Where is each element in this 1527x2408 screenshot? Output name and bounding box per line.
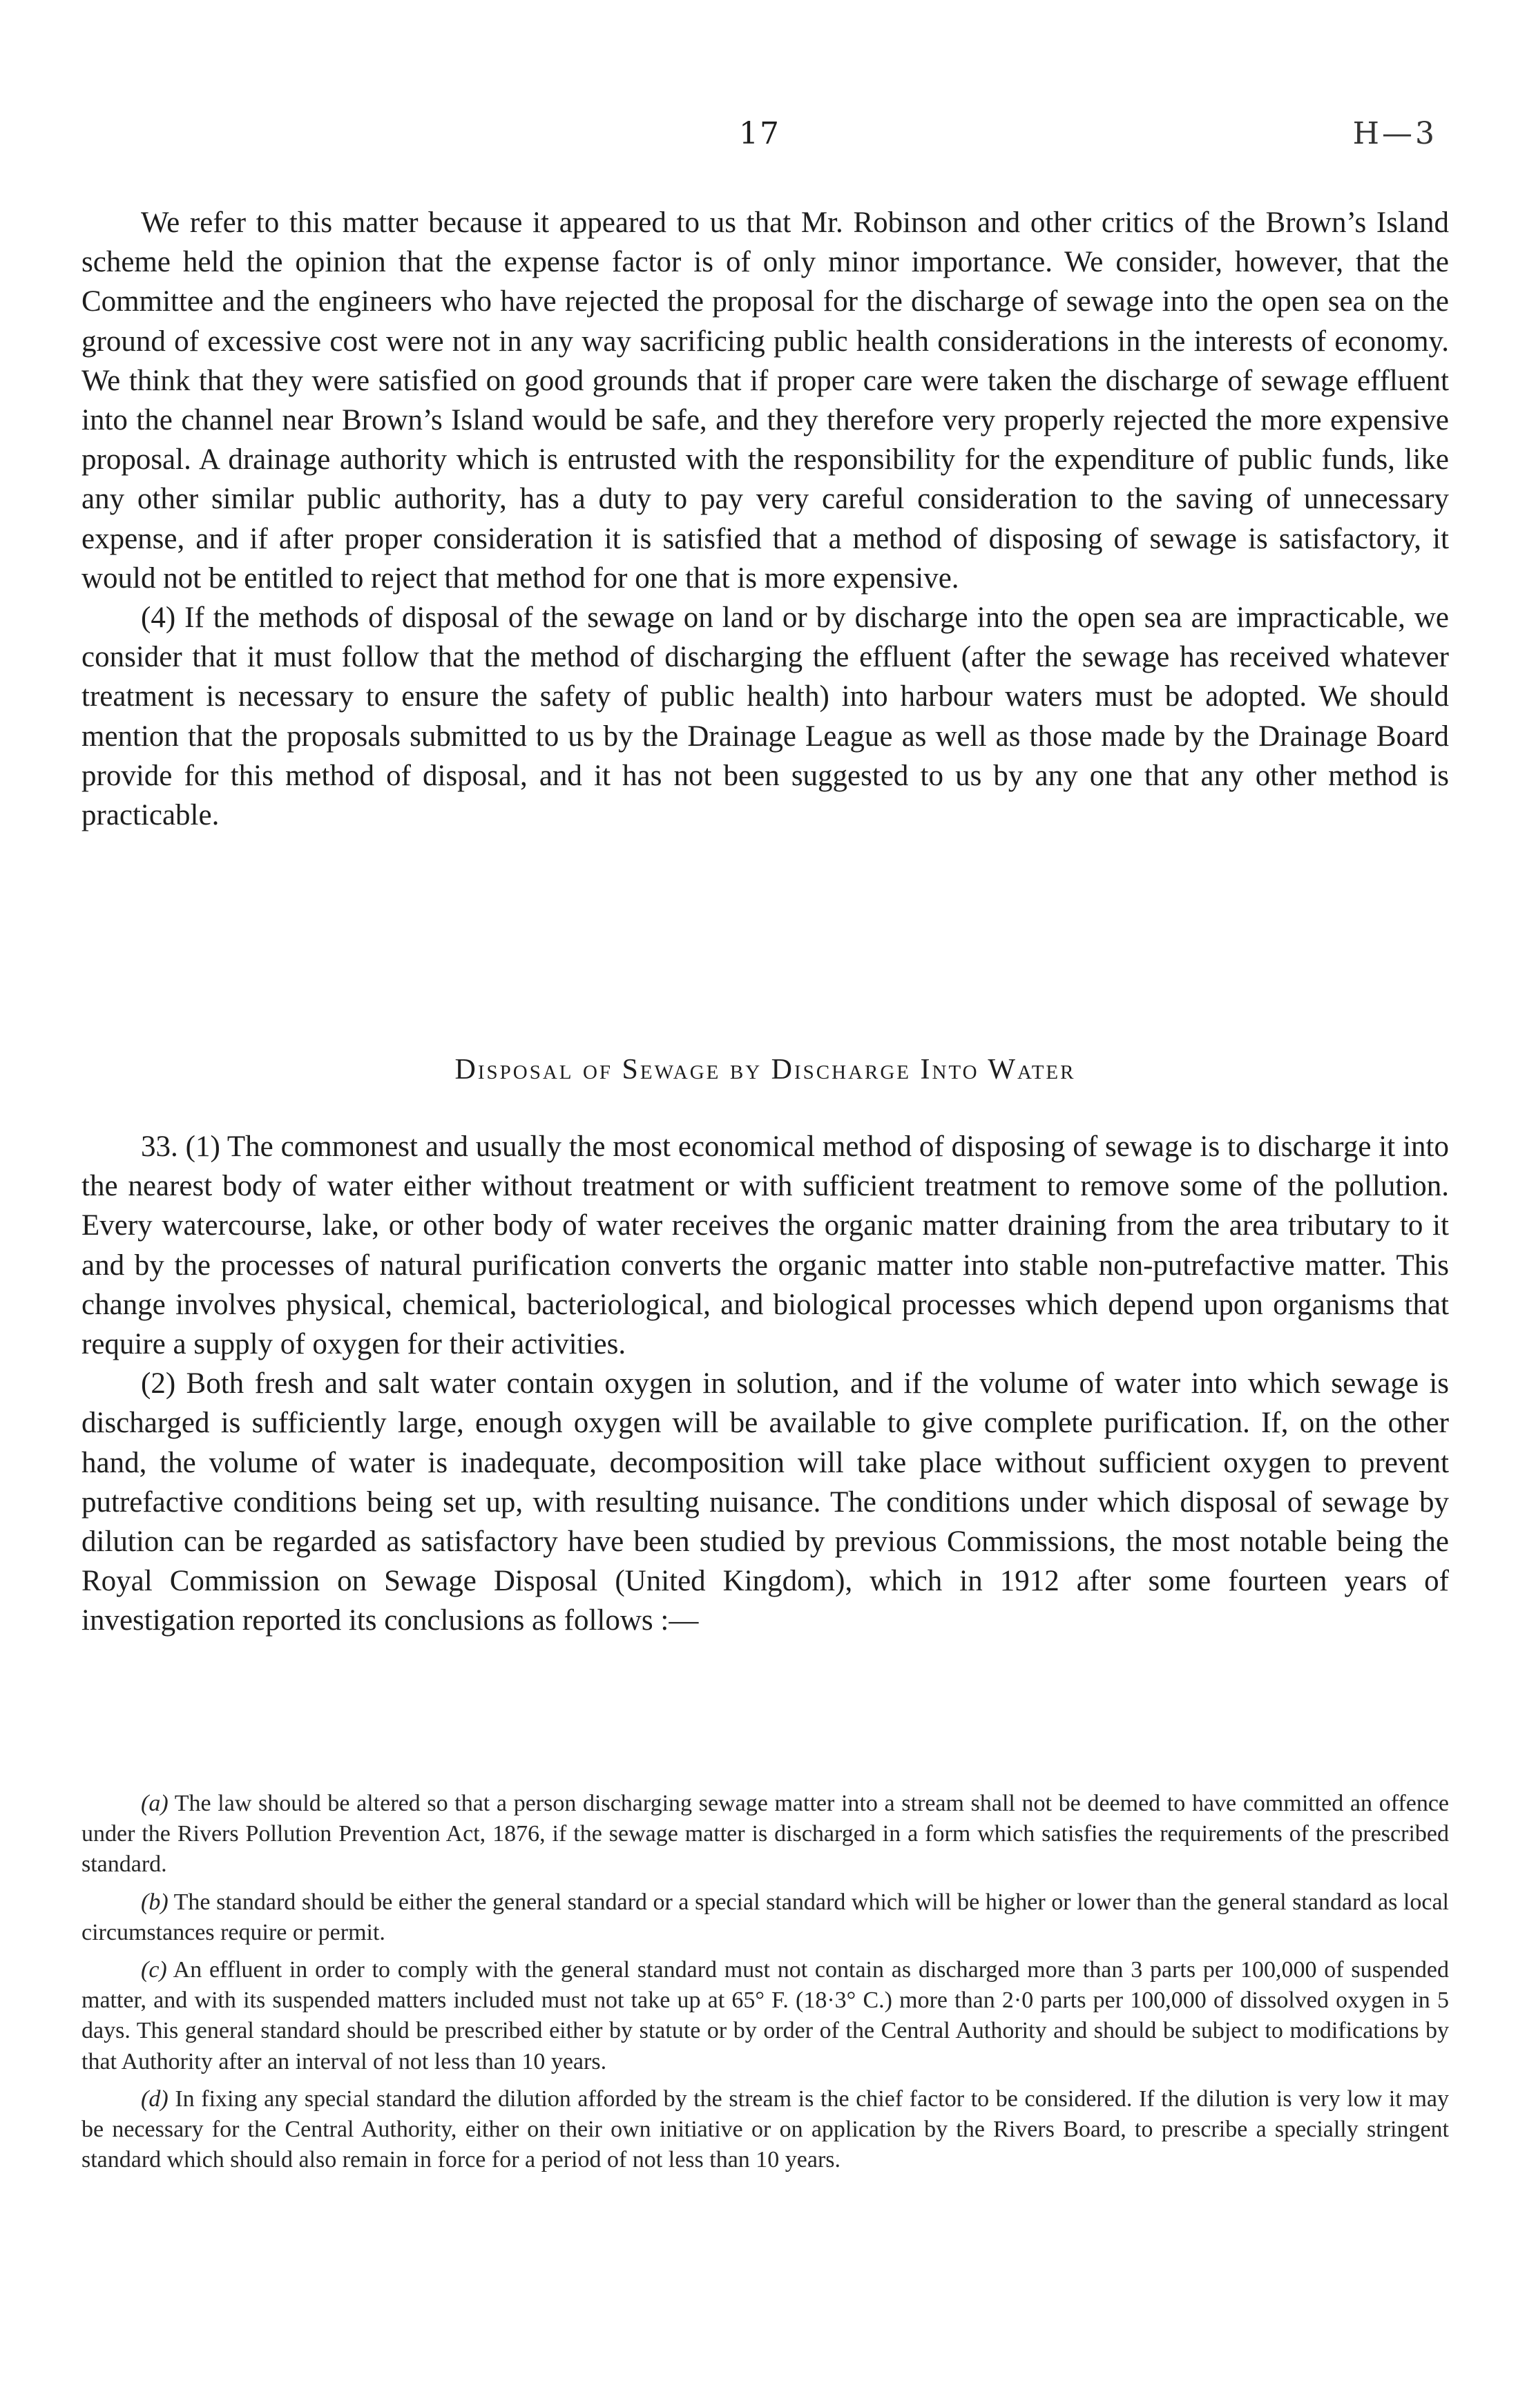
item-text: The law should be altered so that a person discharging sewage matter into a stream shall not be deemed to have committed an offence under the Rivers Pollution Prevention Act, 1876, if the sewage matter is discharged in a form which satisfies the requirements of the prescribed standard. (81, 1791, 1449, 1878)
conclusion-item-a (81, 1789, 1449, 1880)
paragraph-33-2: (2) Both fresh and salt water contain oxygen in solution, and if the volume of water into which sewage is discharged is sufficiently large, enough oxygen will be available to give complete purification. If, on the other hand, the volume of water is inadequate, decomposition will take place without sufficient oxygen to prevent putrefactive conditions being set up, with resulting nuisance. The conditions under which disposal of sewage by dilution can be regarded as satisfactory have been studied by previous Commissions, the most notable being the Royal Commission on Sewage Disposal (United Kingdom), which in 1912 after some fourteen years of investigation reported its conclusions as follows :— (81, 1367, 1449, 1637)
paragraph-33-1: 33. (1) The commonest and usually the most economical method of disposing of sewage is to discharge it into the nearest body of water either without treatment or with sufficient treatment to remove some of the pollution. Every watercourse, lake, or other body of water receives the organic matter draining from the area tributary to it and by the processes of natural purification converts the organic matter into stable non-putrefactive matter. This change involves physical, chemical, bacteriological, and biological processes which depend upon organisms that require a supply of oxygen for their activities. (81, 1130, 1449, 1361)
item-marker: (c) (141, 1957, 167, 1983)
conclusion-item-d (81, 2084, 1449, 2176)
page-reference: H—3 (1352, 116, 1437, 151)
page-number: 17 (739, 116, 780, 151)
item-text: The standard should be either the general standard or a special standard which will be higher or lower than the general standard as local circumstances require or permit. (81, 1889, 1449, 1945)
paragraph-disposal-methods: (4) If the methods of disposal of the sewage on land or by discharge into the open sea are impracticable, we consider that it must follow that the method of discharging the effluent (after the sewage has received whatever treatment is necessary to ensure the safety of public health) into harbour waters must be adopted. We should mention that the proposals submitted to us by the Drainage League as well as those made by the Drainage Board provide for this method of disposal, and it has not been suggested to us by any one that any other method is practicable. (81, 601, 1449, 832)
section-heading: Disposal of Sewage by Discharge Into Water (454, 1054, 1076, 1086)
conclusion-item-b (81, 1887, 1449, 1948)
item-text: An effluent in order to comply with the general standard must not contain as discharged more than 3 parts per 100,000 of suspended matter, and with its suspended matters included must not take up at 65° F. (18·3° C.) more than 2·0 parts per 100,000 of dissolved oxygen in 5 days. This general standard should be prescribed either by statute or by order of the Central Authority and should be subject to modifications by that Authority after an interval of not less than 10 years. (81, 1957, 1450, 2074)
paragraph-expense-factor: We refer to this matter because it appeared to us that Mr. Robinson and other critics of the Brown’s Island scheme held the opinion that the expense factor is of only minor importance. We consider, however, that the Committee and the engineers who have rejected the proposal for the discharge of sewage into the open sea on the ground of excessive cost were not in any way sacrificing public health considerations in the interests of economy. We think that they were satisfied on good grounds that if proper care were taken the discharge of sewage effluent into the channel near Brown’s Island would be safe, and they therefore very properly rejected the more expensive proposal. A drainage authority which is entrusted with the responsibility for the expenditure of public funds, like any other similar public authority, has a duty to pay very careful consideration to the saving of unnecessary expense, and if after proper consideration it is satisfied that a method of disposing of sewage is satisfactory, it would not be entitled to reject that method for one that is more expensive. (81, 206, 1449, 595)
commission-conclusions (81, 1789, 1449, 2182)
item-marker: (a) (141, 1791, 169, 1816)
section-text-block (81, 1127, 1449, 1641)
item-marker: (b) (141, 1889, 169, 1915)
upper-text-block (81, 203, 1449, 835)
item-text: In fixing any special standard the dilution afforded by the stream is the chief factor to be considered. If the dilution is very low it may be necessary for the Central Authority, either on their own initiative or on application by the Rivers Board, to prescribe a specially stringent standard which should also remain in force for a period of not less than 10 years. (81, 2086, 1450, 2173)
conclusion-item-c (81, 1955, 1449, 2077)
item-marker: (d) (141, 2086, 169, 2112)
